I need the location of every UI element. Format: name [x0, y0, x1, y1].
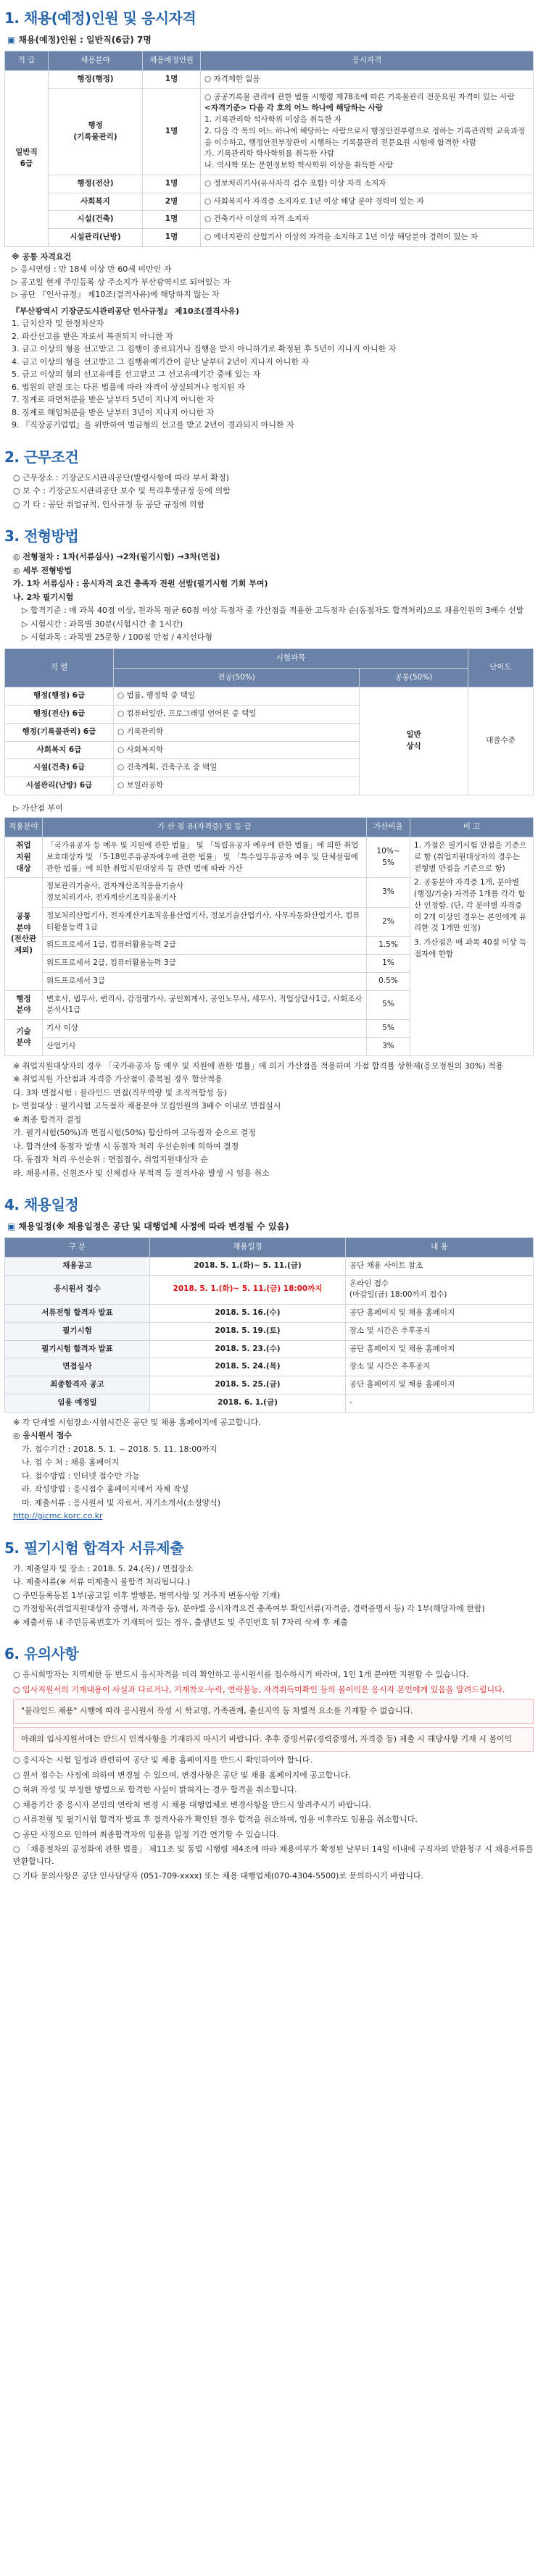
bonus-rate: 10%~ 5%: [367, 837, 410, 878]
step1: 가. 1차 서류심사 : 응시자격 요건 충족자 전원 선발(필기시험 기회 부여): [13, 579, 268, 589]
section-title: 3. 전형방법: [4, 527, 79, 545]
exam-header-field: 직 렬: [5, 648, 114, 687]
section-title: 6. 유의사항: [4, 1645, 79, 1663]
bonus-rate: 5%: [367, 1020, 410, 1038]
exam-field: 행정(행정) 6급: [5, 687, 114, 706]
table-row: [5, 70, 534, 88]
exam-common: 일반 상식: [360, 687, 468, 795]
exam-difficulty: 대졸수준: [468, 687, 534, 795]
bonus-item: 워드프로세서 3급: [43, 972, 367, 990]
selection-note: 다. 3차 면접시험 : 블라인드 면접(직무역량 및 조직적합성 등): [13, 1087, 228, 1097]
req-line: ○ 자격제한 없음: [204, 74, 260, 83]
schedule-row: [5, 1275, 534, 1305]
schedule-row: [5, 1340, 534, 1358]
req-line: ○ 정보처리기사(유사자격 검수 포함) 이상 자격 소지자: [204, 178, 386, 188]
exam-field: 행정(전산) 6급: [5, 706, 114, 724]
sched-header-desc: 내 용: [346, 1238, 534, 1258]
schedule-label: 서류전형 합격자 발표: [5, 1305, 150, 1323]
req-line: ○ 공공기록물 관리에 관한 법률 시행령 제78조에 따른 기록물관리 전문요원 자격이 있는 사람: [204, 92, 515, 101]
sched-header-date: 채용일정: [150, 1238, 346, 1258]
req-cell: [201, 211, 534, 229]
field-cell: 시설(건축): [49, 211, 143, 229]
apply-item: 나. 접 수 처 : 채용 홈페이지: [22, 1458, 120, 1467]
req-cell: [201, 229, 534, 247]
rule-item: 4. 금고 이상의 형을 선고받고 그 집행유예기간이 끝난 날부터 2년이 지나지 아니한 자: [12, 356, 310, 367]
document-item: ○ 가점항목(취업지원대상자 증명서, 자격증 등), 분야별 응시자격요건 충족여부 확인서류(자격증, 경력증명서 등) 각 1부(해당자에 한함): [13, 1604, 485, 1613]
field-cell: 행정(행정): [49, 70, 143, 88]
schedule-table: [4, 1237, 534, 1413]
bonus-rate: 3%: [367, 878, 410, 908]
notice-item: ○ 「채용절차의 공정화에 관한 법률」 제11조 및 동법 시행령 제4조에 따라 채용여부가 확정된 날부터 14일 이내에 구직자의 반환청구 시 채용서류를 반환합니다.: [13, 1844, 534, 1866]
bonus-item: 정보처리산업기사, 전자계산기조직응용산업기사, 정보기술산업기사, 사무자동화산업기사, 컴퓨터활용능력 1급: [43, 907, 367, 937]
document-item: ※ 제출서류 내 주민등록번호가 기재되어 있는 경우, 출생년도 및 주민번호 뒤 7자리 삭제 후 제출: [13, 1617, 348, 1627]
schedule-date: 2018. 5. 19.(토): [150, 1322, 346, 1340]
apply-url-link[interactable]: http://gicmc.korc.co.kr: [13, 1511, 103, 1521]
bonus-note: 1. 가점은 필기시험 만점을 기준으로 함 (취업지원대상자의 경우는 전형별 만점을 기준으로 함): [414, 841, 527, 873]
selection-note: 나. 합격선에 동점자 발생 시 동점자 처리 우선순위에 의하여 결정: [13, 1141, 239, 1151]
document-item: 나. 제출서류(※ 서류 미제출시 불합격 처리됩니다.): [13, 1577, 191, 1586]
schedule-label: 응시원서 접수: [5, 1275, 150, 1305]
table-row: [5, 88, 534, 175]
schedule-label: 면접심사: [5, 1358, 150, 1376]
common-item: ▷ 응시연령 : 만 18세 이상 만 60세 미만인 자: [12, 264, 172, 275]
schedule-date: 2018. 5. 25.(금): [150, 1376, 346, 1394]
req-line: ○ 에너지관리 산업기사 이상의 자격을 소지하고 1년 이상 해당분야 경력이 있는 자: [204, 233, 479, 241]
req-line: 2. 다음 각 목의 어느 하나에 해당하는 사람으로서 행정안전부령으로 정하는 기록관리학 교육과정을 이수하고, 행정안전부장관이 시행하는 기록물관리 전문요원 시험에 합격한 사람: [204, 126, 526, 147]
exam-major: ○ 건축계획, 건축구조 중 택일: [114, 759, 360, 777]
header-count: 채용예정인원: [143, 51, 201, 71]
bonus-header-note: 비 고: [410, 818, 534, 837]
bonus-notes: [410, 837, 534, 1056]
exam-major: ○ 컴퓨터일반, 프로그래밍 언어론 중 택일: [114, 706, 360, 724]
bonus-rate: 2%: [367, 907, 410, 937]
bonus-note: 2. 공통분야 자격증 1개, 분야별(행정/기술) 자격증 1개를 각각 합산 인정함. (단, 각 분야별 자격증이 2개 이상인 경우는 본인에게 유리한 것 1개만 인정): [414, 878, 527, 933]
selection-intro: ◎ 전형절차 : 1차(서류심사) →2차(필기시험) →3차(면접): [13, 552, 220, 562]
exam-header-difficulty: 난이도: [468, 648, 534, 687]
bonus-rate: 5%: [367, 990, 410, 1020]
exam-header-common: 공통(50%): [360, 668, 468, 687]
notice-item: ○ 서류전형 및 필기시험 합격자 발표 후 결격사유가 확인된 경우 합격을 취소하며, 임용 이후라도 임용을 취소합니다.: [13, 1815, 418, 1824]
req-line: ○ 사회복지사 자격증 소지자로 1년 이상 해당 분야 경력이 있는 자: [204, 196, 424, 206]
exam-major: ○ 사회복지학: [114, 741, 360, 759]
document-item: ○ 주민등록등본 1부(공고일 이후 발행분, 병역사항 및 거주지 변동사항 기재): [13, 1590, 281, 1600]
section-schedule: [4, 1194, 534, 1523]
bonus-rate: 3%: [367, 1037, 410, 1055]
section-subtitle: ▣ 채용일정(※ 채용일정은 공단 및 대행업체 사정에 따라 변경될 수 있음): [7, 1220, 534, 1233]
schedule-after: ※ 각 단계별 시험장소·시험시간은 공단 및 채용 홈페이지에 공고합니다.: [13, 1417, 261, 1427]
exam-header-subject: 시험과목: [114, 648, 468, 668]
recruitment-table: [4, 51, 534, 247]
selection-note: 라. 채용서류, 신원조사 및 신체검사 부적격 등 결격사유 발생 시 임용 취소: [13, 1168, 270, 1178]
bonus-header-cat: 적용분야: [5, 818, 43, 837]
step2-item: ▷ 시험시간 : 과목별 30분(시험시간 총 1시간): [22, 619, 183, 629]
bonus-item: 워드프로세서 2급, 컴퓨터활용능력 3급: [43, 955, 367, 973]
notice-item: ○ 기타 문의사항은 공단 인사담당자 (051-709-xxxx) 또는 채용 대행업체(070-4304-5500)로 문의하시기 바랍니다.: [13, 1871, 424, 1881]
bonus-header-items: 가 산 점 유(자격증) 및 등 급: [43, 818, 367, 837]
apply-item: 라. 작성방법 : 응시접수 홈페이지에서 자체 작성: [22, 1484, 189, 1494]
req-cell: [201, 70, 534, 88]
schedule-row: [5, 1257, 534, 1275]
bonus-rate: 1%: [367, 955, 410, 973]
bonus-item: 워드프로세서 1급, 컴퓨터활용능력 2급: [43, 937, 367, 955]
apply-item: 마. 제출서류 : 응시원서 및 자료서, 자기소개서(소정양식): [22, 1497, 221, 1507]
step2-item: ▷ 합격기준 : 매 과목 40점 이상, 전과목 평균 60점 이상 득점자 중 가산점을 적용한 고득점자 순(동점자도 합격처리)으로 채용인원의 3배수 선발: [22, 606, 524, 616]
condition-item: ○ 근무장소 : 기장군도시관리공단(발령사항에 따라 부서 확정): [13, 472, 229, 482]
count-cell: 1명: [143, 229, 201, 247]
bonus-row: [5, 837, 534, 878]
header-req: 응시자격: [201, 51, 534, 71]
rule-item: 9. 『직장공기업법』을 위반하여 벌금형의 선고를 받고 2년이 경과되지 아니한 자: [12, 420, 294, 430]
schedule-label: 채용공고: [5, 1257, 150, 1275]
section-title: 2. 근무조건: [4, 448, 79, 466]
count-cell: 1명: [143, 88, 201, 175]
field-cell: 행정 (기록물관리): [49, 88, 143, 175]
schedule-label: 필기시험 합격자 발표: [5, 1340, 150, 1358]
selection-note: ※ 최종 합격자 결정: [13, 1114, 82, 1124]
bonus-rate: 1.5%: [367, 937, 410, 955]
rule-item: 2. 파산선고를 받은 자로서 복권되지 아니한 자: [12, 331, 173, 341]
bonus-item: 정보관리기술사, 전자계산조직응용기술사 정보처리기사, 전자계산기조직응용기사: [43, 878, 367, 908]
schedule-date: 2018. 5. 23.(수): [150, 1340, 346, 1358]
step2-item: ▷ 시험과목 : 과목별 25문항 / 100점 만점 / 4지선다형: [22, 632, 213, 643]
apply-item: 다. 접수방법 : 인터넷 접수만 가능: [22, 1471, 140, 1481]
header-field: 채용분야: [49, 51, 143, 71]
section-conditions: [4, 446, 534, 511]
exam-header-major: 전공(50%): [114, 668, 360, 687]
rule-item: 8. 징계로 해임처분을 받은 날부터 3년이 지나지 아니한 자: [12, 407, 215, 417]
section-recruitment: [4, 7, 534, 432]
exam-field: 시설관리(난방) 6급: [5, 777, 114, 795]
schedule-desc: 장소 및 시간은 추후공지: [346, 1322, 534, 1340]
exam-table: [4, 648, 534, 795]
field-cell: 시설관리(난방): [49, 229, 143, 247]
table-row: [5, 229, 534, 247]
condition-item: ○ 기 타 : 공단 취업규칙, 인사규정 등 공단 규정에 의함: [13, 499, 205, 509]
notice-item: ○ 허위 작성 및 부정한 방법으로 합격한 사실이 밝혀지는 경우 합격을 취소합니다.: [13, 1785, 297, 1794]
apply-item: 가. 접수기간 : 2018. 5. 1. ~ 2018. 5. 11. 18:00까지: [22, 1444, 218, 1454]
bonus-table: [4, 817, 534, 1055]
selection-note: ▷ 면접대상 : 필기시험 고득점자 채용분야 모집인원의 3배수 이내로 면접실시: [13, 1101, 281, 1111]
bonus-header-rate: 가산비율: [367, 818, 410, 837]
schedule-row: [5, 1322, 534, 1340]
common-item: ▷ 공단 『인사규정』 제10조(결격사유)에 해당하지 않는 자: [12, 290, 220, 300]
bonus-label: ▷ 가산점 부여: [13, 803, 63, 813]
notice-item: ○ 응시희망자는 지역제한 등 반드시 응시자격을 미리 확인하고 응시원서를 접수하시기 바라며, 1인 1개 분야만 지원할 수 있습니다.: [13, 1670, 469, 1679]
bonus-item: 기사 이상: [43, 1020, 367, 1038]
schedule-desc: 온라인 접수 (마감일(금) 18:00까지 접수): [346, 1275, 534, 1305]
rule-item: 5. 금고 이상의 형의 선고유예를 선고받고 그 선고유예기간 중에 있는 자: [12, 369, 260, 380]
condition-item: ○ 보 수 : 기장군도시관리공단 보수 및 복리후생규정 등에 의함: [13, 486, 231, 496]
table-row: [5, 175, 534, 193]
selection-note: ※ 취업지원 가산점과 자격증 가산점이 중복될 경우 합산적용: [13, 1074, 223, 1084]
section-title: 1. 채용(예정)인원 및 응시자격: [4, 9, 196, 27]
schedule-date: 2018. 6. 1.(금): [150, 1394, 346, 1412]
req-line: 나. 역사학 또는 문헌정보학 학사학위 이상을 취득한 사람: [204, 161, 393, 170]
sched-header-label: 구 분: [5, 1238, 150, 1258]
notice-box: 아래의 입사지원서에는 반드시 인적사항을 기재하지 마시기 바랍니다. 추후 증빙서류(경력증명서, 자격증 등) 제출 시 해당사항 기재 시 불이익: [13, 1727, 534, 1752]
common-requirements: [12, 251, 534, 432]
table-row: [5, 193, 534, 211]
schedule-desc: 공단 홈페이지 및 채용 홈페이지: [346, 1305, 534, 1323]
selection-note: 가. 필기시험(50%)과 면접시험(50%) 합산하여 고득점자 순으로 결정: [13, 1128, 256, 1137]
field-cell: 행정(전산): [49, 175, 143, 193]
bonus-item: 산업기사: [43, 1037, 367, 1055]
schedule-desc: 공단 홈페이지 및 채용 홈페이지: [346, 1376, 534, 1394]
count-cell: 1명: [143, 175, 201, 193]
req-line: <자격기준> 다음 각 호의 어느 하나에 해당하는 사람: [204, 104, 384, 113]
section-title: 5. 필기시험 합격자 서류제출: [4, 1539, 183, 1557]
exam-field: 시설(건축) 6급: [5, 759, 114, 777]
schedule-date: 2018. 5. 16.(수): [150, 1305, 346, 1323]
rule-item: 6. 법원의 판결 또는 다른 법률에 따라 자격이 상실되거나 정지된 자: [12, 382, 245, 392]
schedule-label: 최종합격자 공고: [5, 1376, 150, 1394]
notice-item: ○ 입사지원서의 기재내용이 사실과 다르거나, 기재착오·누락, 연락불능, 자격취득미확인 등의 불이익은 응시자 본인에게 있음을 알려드립니다.: [13, 1684, 505, 1694]
document-item: 가. 제출일자 및 장소 : 2018. 5. 24.(목) / 면접장소: [13, 1563, 194, 1573]
count-cell: 1명: [143, 211, 201, 229]
bonus-cat: 행정 분야: [5, 990, 43, 1020]
bonus-note: 3. 가산점은 매 과목 40점 이상 득점자에 한함: [414, 938, 526, 958]
schedule-desc: -: [346, 1394, 534, 1412]
count-cell: 2명: [143, 193, 201, 211]
schedule-date: 2018. 5. 1.(화)~ 5. 11.(금): [150, 1257, 346, 1275]
notice-item: ○ 원서 접수는 사정에 의하여 변경될 수 있으며, 변경사항은 공단 및 채용 홈페이지에 공고합니다.: [13, 1770, 351, 1780]
req-cell: [201, 88, 534, 175]
req-cell: [201, 175, 534, 193]
schedule-desc: 공단 채용 사이트 참조: [346, 1257, 534, 1275]
rule-title: 『부산광역시 기장군도시관리공단 인사규정』 제10조(결격사유): [12, 306, 239, 316]
field-cell: 사회복지: [49, 193, 143, 211]
bonus-cat: 공통 분야 (전산관 제외): [5, 878, 43, 990]
section-title: 4. 채용일정: [4, 1196, 79, 1213]
schedule-label: 임용 예정일: [5, 1394, 150, 1412]
rule-item: 3. 금고 이상의 형을 선고받고 그 집행이 종료되거나 집행을 받지 아니하기로 확정된 후 5년이 지나지 아니한 자: [12, 344, 397, 354]
req-line: 가. 기록관리학 학사학위를 취득한 사람: [204, 149, 334, 159]
step2: 나. 2차 필기시험: [13, 592, 74, 602]
section-subtitle: ▣ 채용(예정)인원 : 일반직(6급) 7명: [7, 33, 534, 46]
count-cell: 1명: [143, 70, 201, 88]
table-row: [5, 211, 534, 229]
section-notes: [4, 1643, 534, 1883]
schedule-desc: 장소 및 시간은 추후공지: [346, 1358, 534, 1376]
bonus-cat: 취업 지원 대상: [5, 837, 43, 878]
common-item: ▷ 공고일 현재 주민등록 상 주소지가 부산광역시로 되어있는 자: [12, 277, 231, 287]
rule-item: 7. 징계로 파면처분을 받은 날부터 5년이 지나지 아니한 자: [12, 395, 215, 405]
bonus-rate: 0.5%: [367, 972, 410, 990]
exam-major: ○ 법률, 행정학 중 택일: [114, 687, 360, 706]
exam-field: 사회복지 6급: [5, 741, 114, 759]
schedule-label: 필기시험: [5, 1322, 150, 1340]
schedule-desc: 공단 홈페이지 및 채용 홈페이지: [346, 1340, 534, 1358]
req-line: ○ 건축기사 이상의 자격 소지자: [204, 214, 310, 224]
rule-item: 1. 금치산자 및 한정치산자: [12, 319, 104, 329]
header-grade: 직 급: [5, 51, 49, 71]
bonus-item: 변호사, 법무사, 변리사, 감정평가사, 공인회계사, 공인노무사, 세무사, 직업상담사1급, 사회조사 분석사1급: [43, 990, 367, 1020]
schedule-date: 2018. 5. 24.(목): [150, 1358, 346, 1376]
exam-major: ○ 기록관리학: [114, 723, 360, 741]
bonus-cat: 기술 분야: [5, 1020, 43, 1056]
exam-field: 행정(기록물관리) 6급: [5, 723, 114, 741]
schedule-row: [5, 1376, 534, 1394]
notice-item: ○ 응시자는 시험 일정과 관련하여 공단 및 채용 홈페이지를 반드시 확인하여야 합니다.: [13, 1755, 313, 1765]
exam-row: [5, 687, 534, 706]
schedule-row: [5, 1394, 534, 1412]
schedule-row: [5, 1305, 534, 1323]
common-title: ※ 공통 자격요건: [12, 251, 72, 262]
section-documents: [4, 1537, 534, 1629]
schedule-row: [5, 1358, 534, 1376]
notice-item: ○ 공단 사정으로 인하여 최종합격자의 임용을 일정 기간 연기할 수 있습니다.: [13, 1829, 279, 1839]
req-cell: [201, 193, 534, 211]
bonus-item: 「국가유공자 등 예우 및 지원에 관한 법률」 및 「독립유공자 예우에 관한 법률」에 의한 취업보호대상자 및 「5·18민주유공자예우에 관한 법률」 및 「특수임무유공자 예우 및 단체설립에 관한 법률」에 의한 취업지원대상자 등 관련 법에 따라 가산: [43, 837, 367, 878]
detail-title: ◎ 세부 전형방법: [13, 565, 73, 575]
section-selection: [4, 525, 534, 1179]
notice-box: "블라인드 채용" 시행에 따라 응시원서 작성 시 학교명, 가족관계, 출신지역 등 차별적 요소를 기재할 수 없습니다.: [13, 1699, 534, 1724]
apply-title: ◎ 응시원서 접수: [13, 1431, 73, 1440]
schedule-date: 2018. 5. 1.(화)~ 5. 11.(금) 18:00까지: [150, 1275, 346, 1305]
selection-note: ※ 취업지원대상자의 경우 「국가유공자 등 예우 및 지원에 관한 법률」에 의거 가산점을 적용하며 가점 합격률 상한제(응모정원의 30%) 적용: [13, 1061, 504, 1071]
notice-item: ○ 채용기간 중 응시자 본인의 연락처 변경 시 채용 대행업체로 변경사항을 반드시 알려주시기 바랍니다.: [13, 1799, 372, 1810]
grade-cell: 일반직 6급: [5, 70, 49, 246]
req-line: 1. 기록관리학 석사학위 이상을 취득한 자: [204, 115, 342, 124]
exam-major: ○ 보일러공학: [114, 777, 360, 795]
selection-note: 다. 동점자 처리 우선순위 : 면접점수, 취업지원대상자 순: [13, 1155, 208, 1164]
